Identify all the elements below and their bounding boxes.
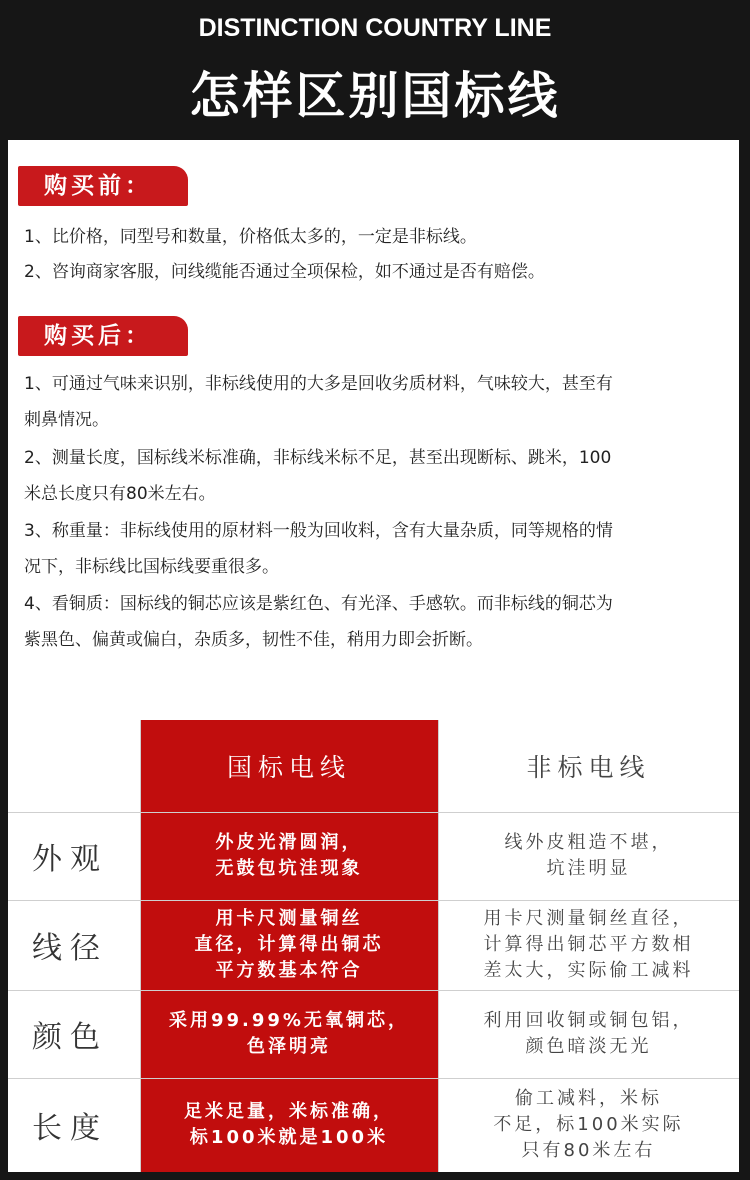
after-line-2: 刺鼻情况。: [24, 410, 109, 430]
row-label-diameter: 线径: [32, 931, 108, 966]
before-line-2: 2、咨询商家客服，问线缆能否通过全项保检，如不通过是否有赔偿。: [24, 262, 545, 282]
after-line-4: 米总长度只有80米左右。: [24, 484, 216, 504]
grid-line: [8, 990, 739, 991]
nonstandard-length-line-2: 不足，标100米实际: [493, 1114, 684, 1135]
standard-diameter-line-1: 用卡尺测量铜丝: [215, 908, 363, 929]
after-line-7: 4、看铜质：国标线的铜芯应该是紫红色、有光泽、手感软。而非标线的铜芯为: [24, 594, 613, 614]
after-line-3: 2、测量长度，国标线米标准确，非标线米标不足，甚至出现断标、跳米，100: [24, 448, 612, 468]
nonstandard-length-line-3: 只有80米左右: [521, 1140, 656, 1161]
comparison-table: [8, 720, 739, 1172]
nonstandard-color-line-1: 利用回收铜或铜包铝，: [483, 1010, 694, 1031]
text-panel: [8, 140, 739, 720]
header-nonstandard-wire: 非标电线: [526, 753, 651, 782]
before-line-1: 1、比价格，同型号和数量，价格低太多的，一定是非标线。: [24, 227, 477, 247]
grid-line: [140, 720, 141, 1172]
standard-color-line-2: 色泽明亮: [246, 1036, 331, 1057]
nonstandard-diameter-line-1: 用卡尺测量铜丝直径，: [483, 908, 694, 929]
grid-line: [8, 1078, 739, 1079]
after-purchase-tag: 购买后：: [18, 316, 188, 356]
nonstandard-color: [438, 990, 739, 1078]
page-title: 怎样区别国标线: [189, 67, 561, 125]
row-label-length: 长度: [32, 1111, 108, 1146]
nonstandard-appearance-line-1: 线外皮粗造不堪，: [504, 832, 673, 853]
nonstandard-appearance-line-2: 坑洼明显: [546, 858, 631, 879]
standard-appearance-line-2: 无鼓包坑洼现象: [215, 858, 363, 879]
english-title: DISTINCTION COUNTRY LINE: [198, 14, 552, 42]
grid-line: [8, 812, 739, 813]
grid-line: [8, 900, 739, 901]
standard-color-line-1: 采用99.99%无氧铜芯，: [169, 1010, 409, 1031]
header-standard-wire: 国标电线: [226, 753, 351, 782]
standard-length: [140, 1078, 438, 1172]
nonstandard-length-line-1: 偷工减料，米标: [514, 1088, 662, 1109]
before-purchase-tag: 购买前：: [18, 166, 188, 206]
standard-color: [140, 990, 438, 1078]
nonstandard-diameter-line-3: 差太大，实际偷工减料: [483, 960, 694, 981]
standard-appearance: [140, 812, 438, 900]
nonstandard-diameter-line-2: 计算得出铜芯平方数相: [483, 934, 694, 955]
standard-length-line-2: 标100米就是100米: [189, 1127, 389, 1148]
standard-diameter-line-2: 直径，计算得出铜芯: [194, 934, 384, 955]
page-header: [0, 0, 750, 140]
nonstandard-color-line-2: 颜色暗淡无光: [525, 1036, 652, 1057]
standard-diameter-line-3: 平方数基本符合: [215, 960, 363, 981]
nonstandard-length: [438, 1078, 739, 1172]
after-line-6: 况下，非标线比国标线要重很多。: [24, 557, 279, 577]
row-label-appearance: 外观: [32, 842, 108, 877]
grid-line: [438, 720, 439, 1172]
after-line-1: 1、可通过气味来识别，非标线使用的大多是回收劣质材料，气味较大，甚至有: [24, 374, 613, 394]
nonstandard-diameter: [438, 900, 739, 990]
nonstandard-appearance: [438, 812, 739, 900]
after-line-5: 3、称重量：非标线使用的原材料一般为回收料，含有大量杂质，同等规格的情: [24, 521, 613, 541]
standard-appearance-line-1: 外皮光滑圆润，: [215, 832, 363, 853]
row-label-color: 颜色: [32, 1020, 108, 1055]
standard-length-line-1: 足米足量，米标准确，: [184, 1101, 394, 1122]
after-line-8: 紫黑色、偏黄或偏白，杂质多，韧性不佳，稍用力即会折断。: [24, 630, 483, 650]
standard-diameter: [140, 900, 438, 990]
